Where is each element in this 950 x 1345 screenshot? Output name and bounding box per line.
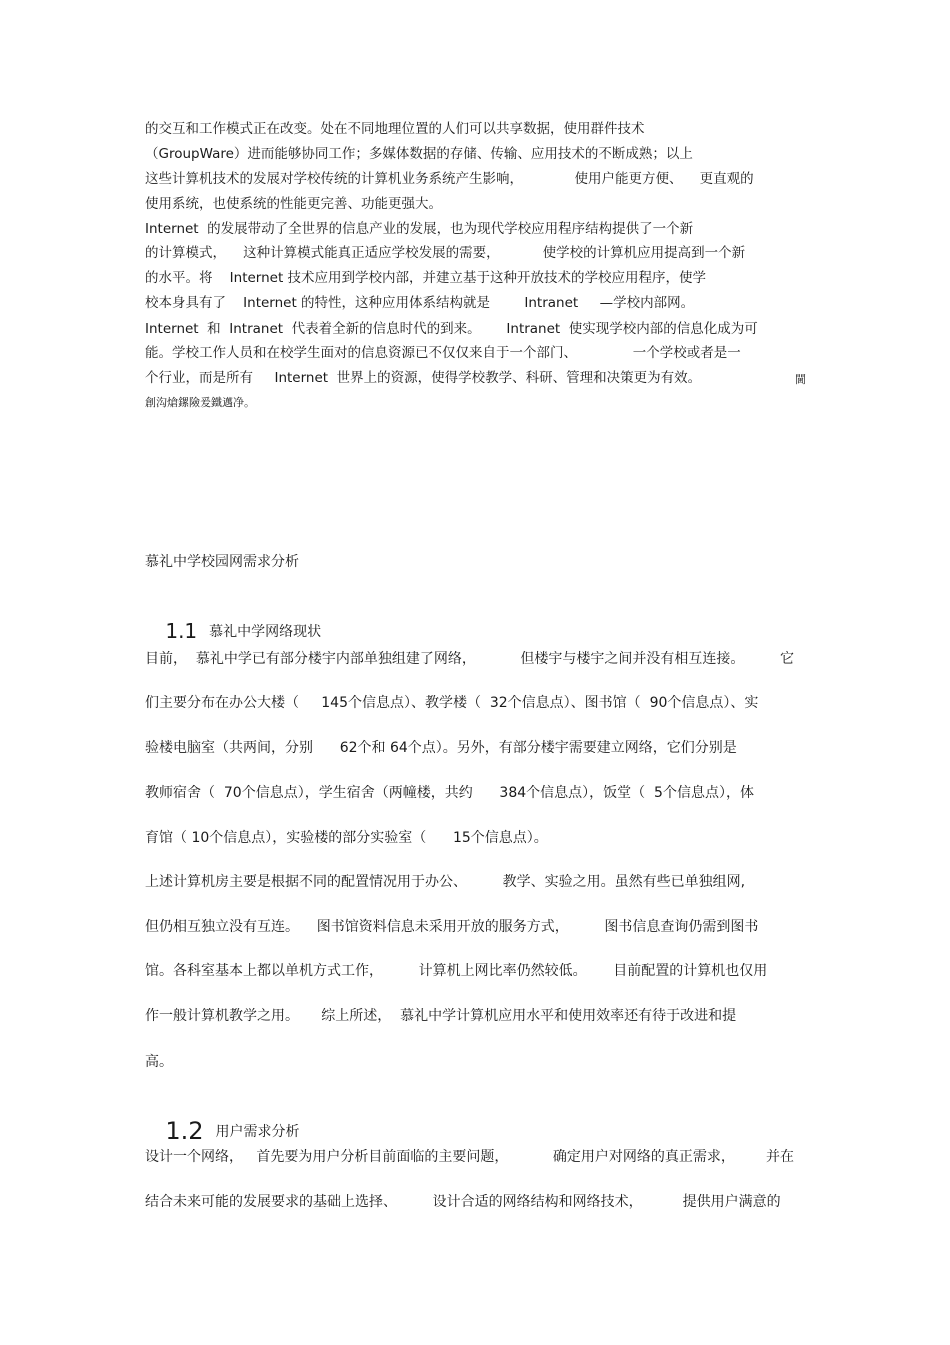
intro-line: Internet 的发展带动了全世界的信息产业的发展，也为现代学校应用程序结构提供了一个新: [145, 221, 694, 237]
intro-line: 个行业，而是所有 Internet 世界上的资源，使得学校教学、科研、管理和决策更为有效。: [145, 370, 702, 386]
body-line: 上述计算机房主要是根据不同的配置情况用于办公、 教学、实验之用。虽然有些已单独组网,: [145, 874, 746, 890]
body-line: 但仍相互独立没有互连。 图书馆资料信息未采用开放的服务方式， 图书信息查询仍需到图书: [145, 919, 759, 935]
body-line: 育馆（ 10个信息点），实验楼的部分实验室（ 15个信息点）。: [145, 830, 548, 846]
section-number: 1.1: [165, 619, 198, 643]
garbled-text-line: 創沟熗鏍險爰鐵邁净。: [145, 396, 255, 409]
intro-line: 使用系统，也使系统的性能更完善、功能更强大。: [145, 196, 442, 212]
body-line: 馆。各科室基本上都以单机方式工作， 计算机上网比率仍然较低。 目前配置的计算机也仅用: [145, 963, 768, 979]
intro-line: Internet 和 Intranet 代表着全新的信息时代的到来。 Intranet 使实现学校内部的信息化成为可: [145, 321, 758, 337]
intro-line: 的计算模式， 这种计算模式能真正适应学校发展的需要， 使学校的计算机应用提高到一个新: [145, 245, 746, 261]
section-number: 1.2: [165, 1117, 204, 1145]
body-line: 验楼电脑室（共两间，分别 62个和 64个点）。另外，有部分楼宇需要建立网络，它们分别是: [145, 740, 737, 756]
body-line: 们主要分布在办公大楼（ 145个信息点）、教学楼（ 32个信息点）、图书馆（ 90个信息点）、实: [145, 695, 759, 711]
intro-line: 这些计算机技术的发展对学校传统的计算机业务系统产生影响， 使用户能更方便、 更直观的: [145, 171, 754, 187]
intro-line: 能。学校工作人员和在校学生面对的信息资源已不仅仅来自于一个部门、 一个学校或者是一: [145, 345, 741, 361]
body-line: 高。: [145, 1054, 173, 1070]
body-line: 教师宿舍（ 70个信息点），学生宿舍（两幢楼，共约 384个信息点），饭堂（ 5个信息点），体: [145, 785, 754, 801]
body-line: 设计一个网络， 首先要为用户分析目前面临的主要问题， 确定用户对网络的真正需求， 并在: [145, 1149, 795, 1165]
section-title: 慕礼中学网络现状: [209, 624, 322, 640]
intro-line: 的水平。将 Internet 技术应用到学校内部，并建立基于这种开放技术的学校应用程序，使学: [145, 270, 707, 286]
body-line: 结合未来可能的发展要求的基础上选择、 设计合适的网络结构和网络技术， 提供用户满意的: [145, 1194, 781, 1210]
body-line: 作一般计算机教学之用。 综上所述， 慕礼中学计算机应用水平和使用效率还有待于改进和提: [145, 1008, 737, 1024]
intro-line: 校本身具有了 Internet 的特性，这种应用体系结构就是 Intranet —学校内部网。: [145, 295, 695, 311]
document-title: 慕礼中学校园网需求分析: [145, 554, 299, 570]
body-line: 目前， 慕礼中学已有部分楼宇内部单独组建了网络， 但楼宇与楼宇之间并没有相互连接。 它: [145, 651, 795, 667]
section-title: 用户需求分析: [215, 1124, 300, 1140]
margin-glyph: 閫: [795, 373, 806, 386]
intro-line: （GroupWare）进而能够协同工作；多媒体数据的存储、传输、应用技术的不断成熟；以上: [145, 146, 693, 162]
intro-line: 的交互和工作模式正在改变。处在不同地理位置的人们可以共享数据，使用群件技术: [145, 121, 645, 137]
